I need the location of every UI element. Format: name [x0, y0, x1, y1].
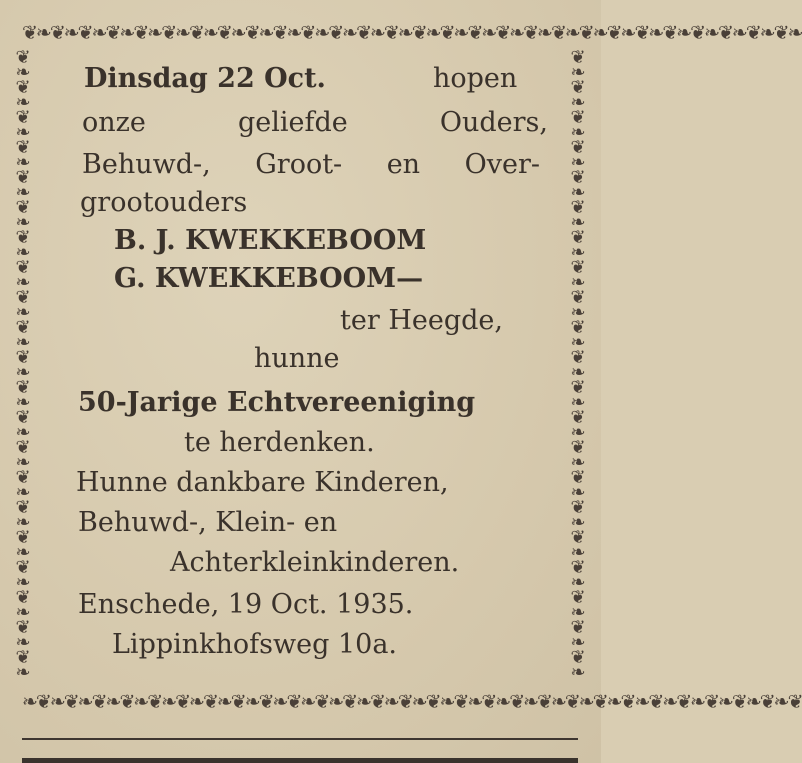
divider-rule — [22, 738, 578, 740]
place-date-line: Enschede, 19 Oct. 1935. — [78, 589, 414, 620]
text-line-behuwd: Behuwd-, Groot- en Over- — [82, 149, 540, 180]
text-line-kinderen: Hunne dankbare Kinderen, — [76, 467, 449, 498]
divider-rule-thick — [22, 758, 578, 763]
text-line-hopen: hopen — [433, 63, 518, 94]
text-line-achterklein: Achterkleinkinderen. — [170, 547, 460, 578]
text-line-klein: Behuwd-, Klein- en — [78, 507, 338, 538]
ornament-border-left-icon: ❦ ❧ ❦ ❧ ❦ ❧ ❦ ❧ ❦ ❧ ❦ ❧ ❦ ❧ ❦ ❧ ❦ ❧ ❦ ❧ ❦ ❧ ❦ ❧ ❦ ❧ ❦ ❧ ❦ ❧ ❦ ❧ ❦ ❧ ❦ ❧ ❦ ❧ ❦ ❧ ❦ ❧ — [15, 47, 31, 683]
text-line-ouders: onze geliefde Ouders, — [82, 107, 548, 138]
text-line-grootouders: grootouders — [80, 187, 248, 218]
anniversary-line: 50-Jarige Echtvereeniging — [78, 387, 476, 418]
ornament-border-top-icon: ❦❧❦❧❦❧❦❧❦❧❦❧❦❧❦❧❦❧❦❧❦❧❦❧❦❧❦❧❦❧❦❧❦❧❦❧❦❧❦❧❦❧❦❧❦❧❦❧❦❧❦❧❦❧❦❧ — [22, 22, 802, 44]
text-line-hunne: hunne — [254, 343, 340, 374]
name-line-2: G. KWEKKEBOOM— — [114, 263, 424, 294]
name-line-1: B. J. KWEKKEBOOM — [114, 225, 427, 256]
ornament-border-bottom-icon: ❧❦❧❦❧❦❧❦❧❦❧❦❧❦❧❦❧❦❧❦❧❦❧❦❧❦❧❦❧❦❧❦❧❦❧❦❧❦❧❦❧❦❧❦❧❦❧❦❧❦❧❦❧❦❧❦ — [22, 691, 802, 713]
address-line: Lippinkhofsweg 10a. — [112, 629, 398, 660]
date-line: Dinsdag 22 Oct. — [84, 63, 326, 94]
text-line-heegde: ter Heegde, — [340, 305, 503, 336]
ornament-border-right-icon: ❦ ❧ ❦ ❧ ❦ ❧ ❦ ❧ ❦ ❧ ❦ ❧ ❦ ❧ ❦ ❧ ❦ ❧ ❦ ❧ ❦ ❧ ❦ ❧ ❦ ❧ ❦ ❧ ❦ ❧ ❦ ❧ ❦ ❧ ❦ ❧ ❦ ❧ ❦ ❧ ❦ ❧ — [570, 47, 586, 683]
text-line-herdenken: te herdenken. — [184, 427, 375, 458]
